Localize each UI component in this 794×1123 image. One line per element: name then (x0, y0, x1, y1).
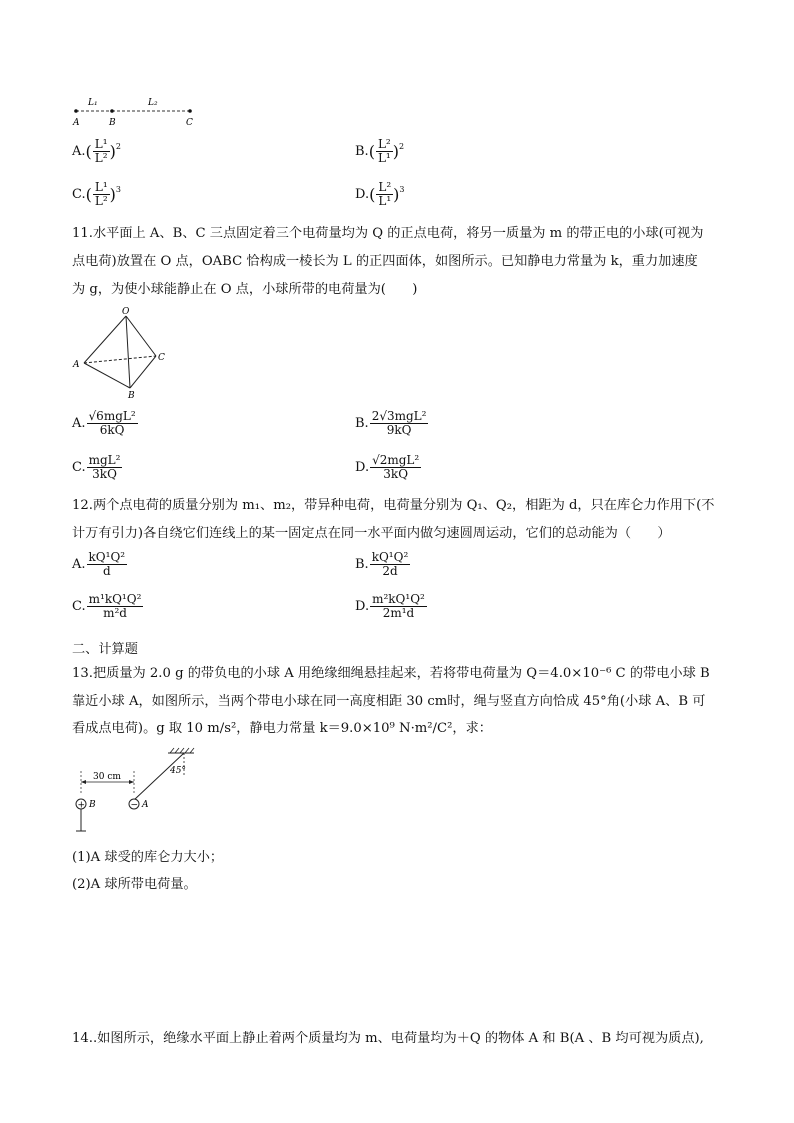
q11-line1: 11.水平面上 A、B、C 三点固定着三个电荷量均为 Q 的正点电荷，将另一质量为 m 的带正电的小球(可视为 (72, 226, 704, 241)
q12-option-d[interactable]: D. $\frac{\text{m²kQ¹Q²}}{\text{2m¹d}}$ (355, 592, 425, 620)
label-C: C (158, 353, 165, 363)
q10-option-b[interactable]: B. ( $\frac{\text{L²}}{\text{L¹}}$ ) $^2$ (355, 137, 405, 165)
label-A: A (73, 118, 80, 128)
ball-a-sign: − (130, 800, 139, 811)
q12-option-b[interactable]: B. $\frac{\text{kQ¹Q²}}{2d}$ (355, 550, 409, 578)
points-line-figure (70, 94, 200, 128)
label-B: B (128, 391, 135, 400)
q12-line2: 计万有引力)各自绕它们连线上的某一固定点在同一水平面内做匀速圆周运动，它们的总动能为（ ） (72, 526, 671, 541)
q11-option-c[interactable]: C. $\frac{\text{mgL²}}{3kQ}$ (72, 453, 121, 481)
label-O: O (122, 307, 130, 317)
q11-option-b[interactable]: B. $\frac{\text{2√3mgL²}}{9kQ}$ (355, 409, 427, 437)
q10-option-c[interactable]: C. ( $\frac{\text{L¹}}{\text{L²}}$ ) $^3$ (72, 180, 121, 208)
q11-line3: 为 g，为使小球能静止在 O 点，小球所带的电荷量为( ) (72, 282, 418, 297)
angle-label: 45° (170, 766, 186, 776)
label-B: B (109, 118, 116, 128)
q14-line1: 14..如图所示，绝缘水平面上静止着两个质量均为 m、电荷量均为＋Q 的物体 A 和 B(A 、B 均可视为质点), (72, 1031, 704, 1046)
q13-line1: 13.把质量为 2.0 g 的带负电的小球 A 用绝缘细绳悬挂起来，若将带电荷量为 Q＝4.0×10⁻⁶ C 的带电小球 B (72, 666, 710, 681)
ball-b-sign: + (77, 800, 86, 811)
charged-balls-figure (72, 743, 197, 838)
q13-sub2: (2)A 球所带电荷量。 (72, 877, 197, 892)
q13-line2: 靠近小球 A，如图所示，当两个带电小球在同一高度相距 30 cm时，绳与竖直方向恰成 45°角(小球 A、B 可 (72, 694, 706, 709)
q11-option-a[interactable]: A. $\frac{\text{√6mgL²}}{6kQ}$ (72, 409, 136, 437)
q12-line1: 12.两个点电荷的质量分别为 m₁、m₂，带异种电荷，电荷量分别为 Q₁、Q₂，相距为 d，只在库仑力作用下(不 (72, 498, 715, 513)
section-title: 二、计算题 (72, 642, 138, 657)
label-C: C (186, 118, 193, 128)
q11-option-d[interactable]: D. $\frac{\text{√2mgL²}}{3kQ}$ (355, 453, 420, 481)
q10-option-d[interactable]: D. ( $\frac{\text{L²}}{\text{L¹}}$ ) $^3$ (355, 180, 405, 208)
label-A: A (73, 360, 80, 370)
ball-b-label: B (89, 800, 96, 810)
tetrahedron-figure (70, 305, 175, 400)
q11-line2: 点电荷)放置在 O 点，OABC 恰构成一棱长为 L 的正四面体，如图所示。已知静电力常量为 k，重力加速度 (72, 254, 698, 269)
q10-option-a[interactable]: A. ( $\frac{\text{L¹}}{\text{L²}}$ ) $^2$ (72, 137, 121, 165)
label-L2: L₂ (148, 98, 158, 108)
label-L1: L₁ (88, 98, 98, 108)
q13-line3: 看成点电荷)。g 取 10 m/s²，静电力常量 k＝9.0×10⁹ N·m²/C²，求： (72, 721, 492, 736)
q12-option-a[interactable]: A. $\frac{\text{kQ¹Q²}}{d}$ (72, 550, 126, 578)
q12-option-c[interactable]: C. $\frac{\text{m¹kQ¹Q²}}{\text{m²d}}$ (72, 592, 142, 620)
distance-label: 30 cm (93, 772, 121, 782)
ball-a-label: A (142, 800, 149, 810)
q13-sub1: (1)A 球受的库仑力大小； (72, 850, 224, 865)
